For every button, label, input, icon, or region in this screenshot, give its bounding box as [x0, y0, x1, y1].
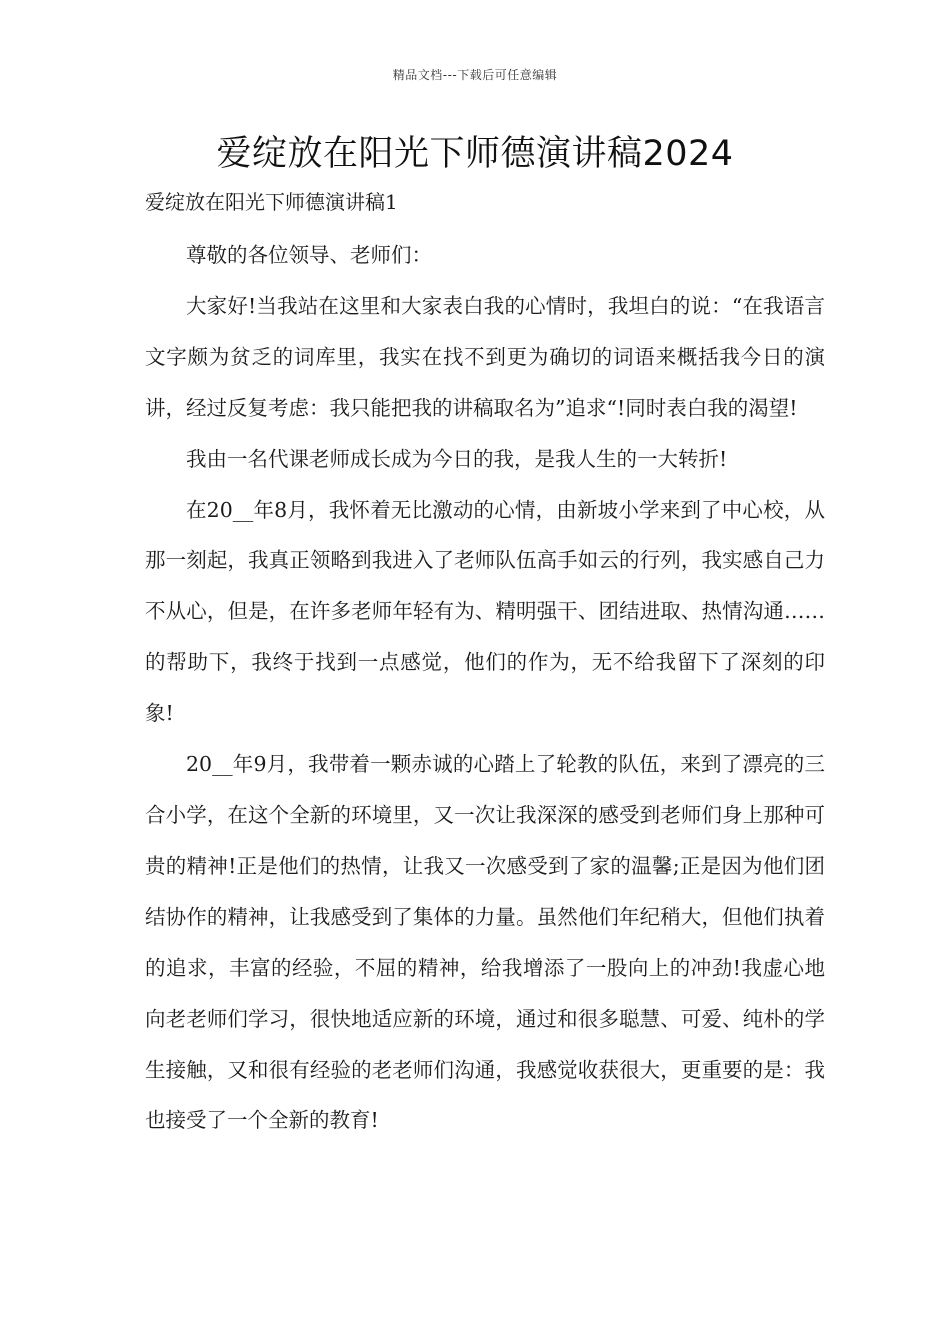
document-subtitle: 爱绽放在阳光下师德演讲稿1 — [145, 190, 398, 214]
paragraph-september: 20__年9月，我带着一颗赤诚的心踏上了轮教的队伍，来到了漂亮的三合小学，在这个全新的环境里，又一次让我深深的感受到老师们身上那种可贵的精神!正是他们的热情，让我又一次感受到了家的温馨;正是因为他们团结协作的精神，让我感受到了集体的力量。虽然他们年纪稍大，但他们执着的追求，丰富的经验，不屈的精神，给我增添了一股向上的冲劲!我虚心地向老老师们学习，很快地适应新的环境，通过和很多聪慧、可爱、纯朴的学生接触，又和很有经验的老老师们沟通，我感觉收获很大，更重要的是：我也接受了一个全新的教育! — [145, 752, 825, 1133]
paragraph-greeting: 尊敬的各位领导、老师们： — [186, 243, 432, 267]
paragraph-turning-point: 我由一名代课老师成长成为今日的我，是我人生的一大转折! — [186, 446, 728, 471]
header-note: 精品文档---下载后可任意编辑 — [392, 68, 558, 82]
paragraph-intro: 大家好!当我站在这里和大家表白我的心情时，我坦白的说：“在我语言文字颇为贫乏的词库里，我实在找不到更为确切的词语来概括我今日的演讲，经过反复考虑：我只能把我的讲稿取名为”追求“!同时表白我的渴望! — [145, 293, 825, 420]
document-title: 爱绽放在阳光下师德演讲稿2024 — [216, 134, 734, 174]
document-body — [145, 230, 825, 1146]
paragraph-august: 在20__年8月，我怀着无比激动的心情，由新坡小学来到了中心校，从那一刻起，我真正领略到我进入了老师队伍高手如云的行列，我实感自己力不从心，但是，在许多老师年轻有为、精明强干、团结进取、热情沟通……的帮助下，我终于找到一点感觉，他们的作为，无不给我留下了深刻的印象! — [145, 497, 825, 726]
